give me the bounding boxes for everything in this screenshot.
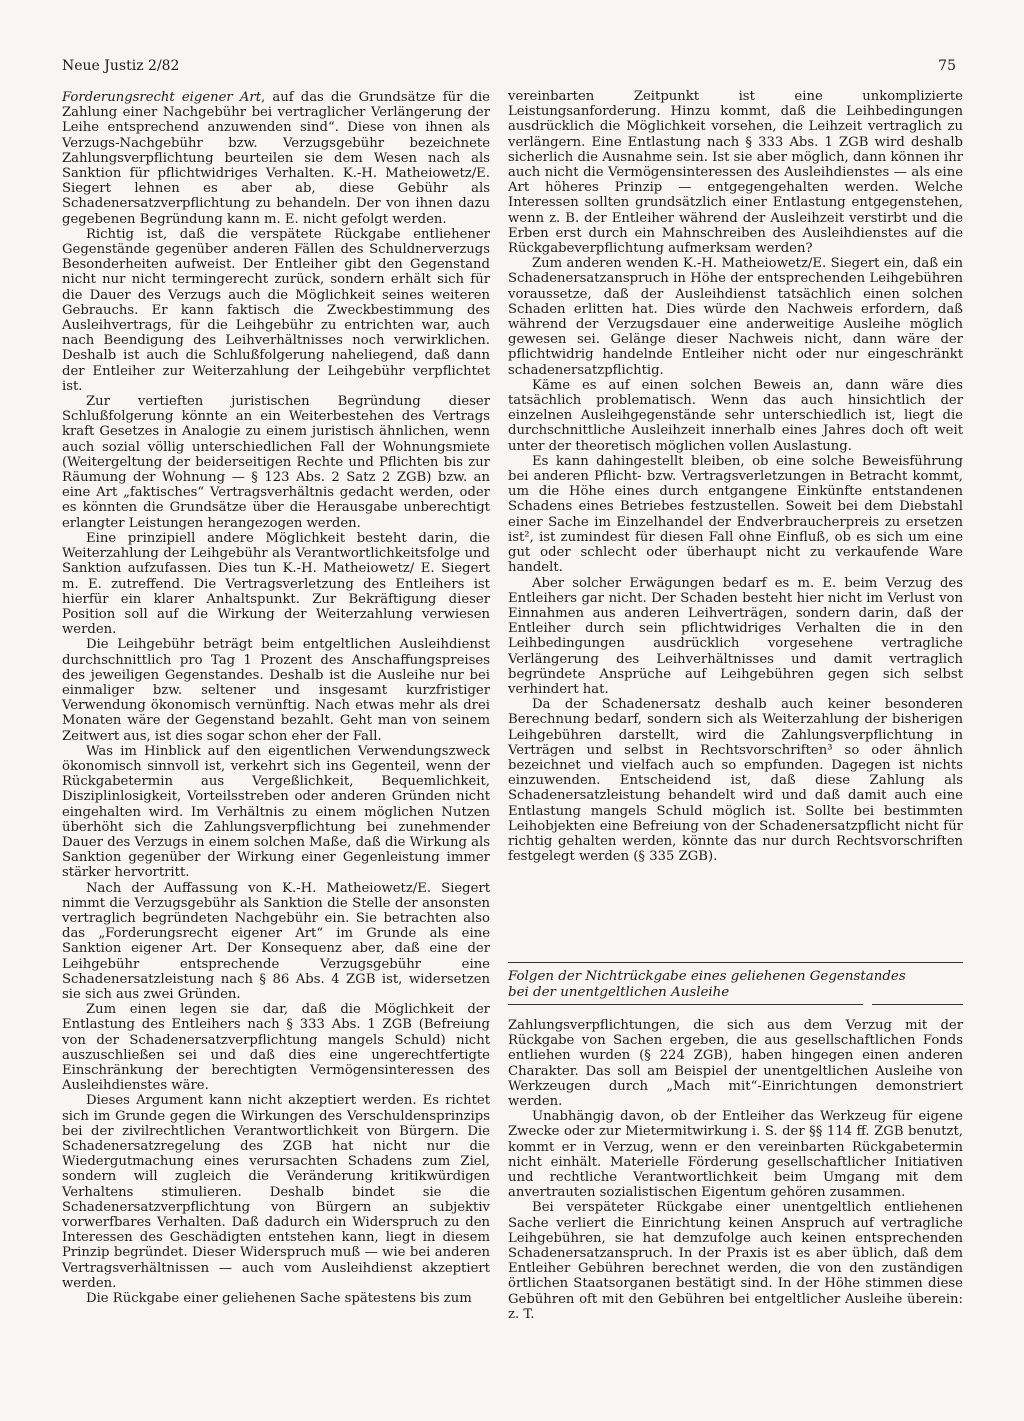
paragraph: Zur vertieften juristischen Begründung dieser Schlußfolgerung könnte an ein Weiterbestehen des Vertrags kraft Gesetzes in Analogie zu einem juristisch ähnlichen, wenn auch sozial völlig unterschiedlichen Fall der Wohnungsmiete (Weitergeltung der beiderseitigen Rechte und Pflichten bis zur Räumung der Wohnung — § 123 Abs. 2 Satz 2 ZGB) bzw. an eine Art „faktisches“ Vertragsverhältnis gedacht werden, oder es könnten die Grundsätze über die Herausgabe unberechtigt erlangter Leistungen herangezogen werden. — [62, 394, 490, 531]
paragraph: Nach der Auffassung von K.-H. Matheiowetz/E. Siegert nimmt die Verzugsgebühr als Sanktion die Stelle der ansonsten vertraglich begründeten Nachgebühr ein. Sie betrachten also das „Forderungsrecht eigener Art“ im Grunde als eine Sanktion eigener Art. Der Konsequenz aber, daß eine der Leihgebühr entsprechende Verzugsgebühr eine Schadenersatzleistung nach § 86 Abs. 4 ZGB ist, widersetzen sie sich aus zwei Gründen. — [62, 880, 490, 1002]
paragraph: Zahlungsverpflichtungen, die sich aus dem Verzug mit der Rückgabe von Sachen ergeben, die aus gesellschaftlichen Fonds entliehen wurden (§ 224 ZGB), haben hingegen einen anderen Charakter. Das soll am Beispiel der unentgeltlichen Ausleihe von Werkzeugen durch „Mach mit“-Einrichtungen demonstriert werden. — [508, 1018, 963, 1110]
section-heading-line-1: Folgen der Nichtrückgabe eines geliehenen Gegenstandes — [508, 969, 906, 984]
paragraph: Bei verspäteter Rückgabe einer unentgeltlich entliehenen Sache verliert die Einrichtung keinen Anspruch auf vertragliche Leihgebühren, sie hat demzufolge auch keinen entsprechenden Schadenersatzanspruch. In der Praxis ist es aber üblich, daß dem Entleiher Gebühren berechnet werden, die von den zuständigen örtlichen Staatsorganen bestätigt sind. In der Höhe stimmen diese Gebühren oft mit den Gebühren bei entgeltlicher Ausleihe überein: z. T. — [508, 1200, 963, 1322]
page-header — [62, 58, 962, 78]
paragraph: Zum einen legen sie dar, daß die Möglichkeit der Entlastung des Entleihers nach § 333 Abs. 1 ZGB (Befreiung von der Schadenersatzverpflichtung mangels Schuld) nicht auszuschließen sei und daß dies eine ungerechtfertigte Einschränkung der berechtigten Vermögensinteressen des Ausleihdienstes wäre. — [62, 1002, 490, 1094]
paragraph: Käme es auf einen solchen Beweis an, dann wäre dies tatsächlich problematisch. Wenn das auch hinsichtlich der einzelnen Ausleihgegenstände sehr unterschiedlich ist, liegt die durchschnittliche Ausleihzeit innerhalb eines Jahres doch oft weit unter der theoretisch möglichen vollen Auslastung. — [508, 377, 963, 454]
journal-title: Neue Justiz 2/82 — [62, 58, 180, 74]
right-column-continued — [508, 1018, 963, 1322]
paragraph: Unabhängig davon, ob der Entleiher das Werkzeug für eigene Zwecke oder zur Mietermitwirkung i. S. der §§ 114 ff. ZGB benutzt, kommt er in Verzug, wenn er den vereinbarten Rückgabetermin nicht einhält. Materielle Förderung gesellschaftlicher Initiativen und rechtliche Verantwortlichkeit beim Umgang mit dem anvertrauten sozialistischen Eigentum gehören zusammen. — [508, 1109, 963, 1201]
section-divider-bottom-end — [872, 1004, 963, 1005]
page-number: 75 — [938, 58, 956, 74]
paragraph: Was im Hinblick auf den eigentlichen Verwendungszweck ökonomisch sinnvoll ist, verkehrt sich ins Gegenteil, wenn der Rückgabetermin aus Vergeßlichkeit, Bequemlichkeit, Disziplinlosigkeit, Vorteilsstreben oder anderen Gründen nicht eingehalten wird. Im Verhältnis zu einem möglichen Nutzen überhöht sich die Zahlungsverpflichtung bei zunehmender Dauer des Verzugs in einem solchen Maße, daß die Wirkung als Sanktion gegenüber der Wirkung einer Gegenleistung immer stärker hervortritt. — [62, 743, 490, 881]
section-divider-top — [508, 962, 963, 963]
paragraph: Zum anderen wenden K.-H. Matheiowetz/E. Siegert ein, daß ein Schadenersatzanspruch in Höhe der entsprechenden Leihgebühren voraussetze, daß der Ausleihdienst tatsächlich einen solchen Schaden erlitten hat. Dies würde den Nachweis erfordern, daß während der Verzugsdauer eine anderweitige Ausleihe möglich gewesen sei. Gelänge dieser Nachweis nicht, dann wäre der pflichtwidrig handelnde Entleiher nicht oder nur eingeschränkt schadenersatzpflichtig. — [508, 256, 963, 378]
paragraph: vereinbarten Zeitpunkt ist eine unkomplizierte Leistungsanforderung. Hinzu kommt, daß die Leihbedingungen ausdrücklich die Möglichkeit vorsehen, die Leihzeit vertraglich zu verlängern. Eine Entlastung nach § 333 Abs. 1 ZGB wird deshalb sicherlich die Ausnahme sein. Ist sie aber möglich, dann können ihr auch nicht die Vermögensinteressen des Ausleihdienstes — als eine Art höheres Prinzip — entgegengehalten werden. Welche Interessen sollten grundsätzlich einer Entlastung entgegenstehen, wenn z. B. der Entleiher während der Ausleihzeit verstirbt und die Erben erst durch ein Mahnschreiben des Ausleihdienstes auf die Rückgabeverpflichtung aufmerksam werden? — [508, 89, 963, 257]
emphasized-term: Forderungsrecht eigener Art — [62, 90, 262, 105]
section-heading-line-2: bei der unentgeltlichen Ausleihe — [508, 985, 730, 1000]
paragraph: Die Leihgebühr beträgt beim entgeltlichen Ausleihdienst durchschnittlich pro Tag 1 Prozent des Anschaffungspreises des jeweiligen Gegenstandes. Deshalb ist die Ausleihe nur bei einmaliger bzw. seltener und insgesamt kurzfristiger Verwendung ökonomisch vernünftig. Nach etwas mehr als drei Monaten wäre der Gegenstand bezahlt. Geht man von seinem Zeitwert aus, ist dies sogar schon eher der Fall. — [62, 637, 490, 744]
paragraph: Eine prinzipiell andere Möglichkeit besteht darin, die Weiterzahlung der Leihgebühr als Verantwortlichkeitsfolge und Sanktion aufzufassen. Dies tun K.-H. Matheiowetz/ E. Siegert m. E. zutreffend. Die Vertragsverletzung des Entleihers ist hierfür ein klarer Anhaltspunkt. Zur Bekräftigung dieser Position soll auf die Wirkung der Weiterzahlung verwiesen werden. — [62, 530, 490, 638]
paragraph: Es kann dahingestellt bleiben, ob eine solche Beweisführung bei anderen Pflicht- bzw. Vertragsverletzungen in Betracht kommt, um die Höhe eines durch entgangene Einkünfte entstandenen Schadens eines Betriebes festzustellen. Soweit bei dem Diebstahl einer Sache im Einzelhandel der Endverbraucherpreis zu ersetzen ist², ist zumindest für diesen Fall ohne Einfluß, ob es sich um eine gut oder schlecht oder überhaupt nicht zu verkaufende Ware handelt. — [508, 453, 963, 576]
paragraph: Forderungsrecht eigener Art, auf das die Grundsätze für die Zahlung einer Nachgebühr bei vertraglicher Verlängerung der Leihe entsprechend anzuwenden sind“. Diese von ihnen als Verzugs-Nachgebühr bzw. Verzugsgebühr bezeichnete Zahlungsverpflichtung beurteilen sie dem Wesen nach als Sanktion für pflichtwidriges Verhalten. K.-H. Matheiowetz/E. Siegert lehnen es aber ab, diese Gebühr als Schadenersatzverpflichtung zu behandeln. Der von ihnen dazu gegebenen Begründung kann m. E. nicht gefolgt werden. — [62, 90, 490, 227]
section-heading — [508, 969, 963, 1001]
paragraph: Richtig ist, daß die verspätete Rückgabe entliehener Gegenstände gegenüber anderen Fällen des Schuldnerverzugs Besonderheiten aufweist. Der Entleiher gibt den Gegenstand nicht nur nicht termingerecht zurück, sondern erhält sich für die Dauer des Verzugs auch die Möglichkeit seines weiteren Gebrauchs. Er kann faktisch die Zweckbestimmung des Ausleihvertrags, für die Leihgebühr zu entrichten war, auch nach Beendigung des Leihverhältnisses noch verwirklichen. Deshalb ist auch die Schlußfolgerung naheliegend, daß dann der Entleiher zur Weiterzahlung der Leihgebühr verpflichtet ist. — [62, 226, 490, 394]
paragraph: Aber solcher Erwägungen bedarf es m. E. beim Verzug des Entleihers gar nicht. Der Schaden besteht hier nicht im Verlust von Einnahmen aus anderen Leihverträgen, sondern darin, daß der Entleiher durch sein pflichtwidriges Verhalten die in den Leihbedingungen ausdrücklich vorgesehene vertragliche Verlängerung des Leihverhältnisses und damit vertraglich begründete Ansprüche auf Leihgebühren gegen sich selbst verhindert hat. — [508, 575, 963, 697]
section-divider-bottom — [508, 1004, 863, 1005]
paragraph: Die Rückgabe einer geliehenen Sache spätestens bis zum — [86, 1291, 472, 1307]
paragraph: Da der Schadenersatz deshalb auch keiner besonderen Berechnung bedarf, sondern sich als Weiterzahlung der bisherigen Leihgebühren darstellt, wird die Zahlungsverpflichtung in Verträgen und selbst in Rechtsvorschriften³ so oder ähnlich bezeichnet und vielfach auch so empfunden. Dagegen ist nichts einzuwenden. Entscheidend ist, daß diese Zahlung als Schadenersatzleistung behandelt wird und daß damit auch eine Entlastung mangels Schuld möglich ist. Sollte bei bestimmten Leihobjekten eine Befreiung von der Schadenersatzpflicht nicht für richtig gehalten werden, könnte das nur durch Rechtsvorschriften festgelegt werden (§ 335 ZGB). — [508, 697, 963, 865]
right-column — [508, 89, 963, 864]
paragraph: Dieses Argument kann nicht akzeptiert werden. Es richtet sich im Grunde gegen die Wirkungen des Verschuldensprinzips bei der zivilrechtlichen Verantwortlichkeit von Bürgern. Die Schadenersatzregelung des ZGB hat nicht nur die Wiedergutmachung eines verursachten Schadens zum Ziel, sondern will zugleich die Veränderung kritikwürdigen Verhaltens stimulieren. Deshalb bindet sie die Schadenersatzverpflichtung von Bürgern an subjektiv vorwerfbares Verhalten. Daß dadurch ein Widerspruch zu den Interessen des Geschädigten entstehen kann, liegt in diesem Prinzip begründet. Dieser Widerspruch muß — wie bei anderen Vertragsverhältnissen — auch vom Ausleihdienst akzeptiert werden. — [62, 1093, 490, 1291]
left-column — [62, 90, 490, 1306]
